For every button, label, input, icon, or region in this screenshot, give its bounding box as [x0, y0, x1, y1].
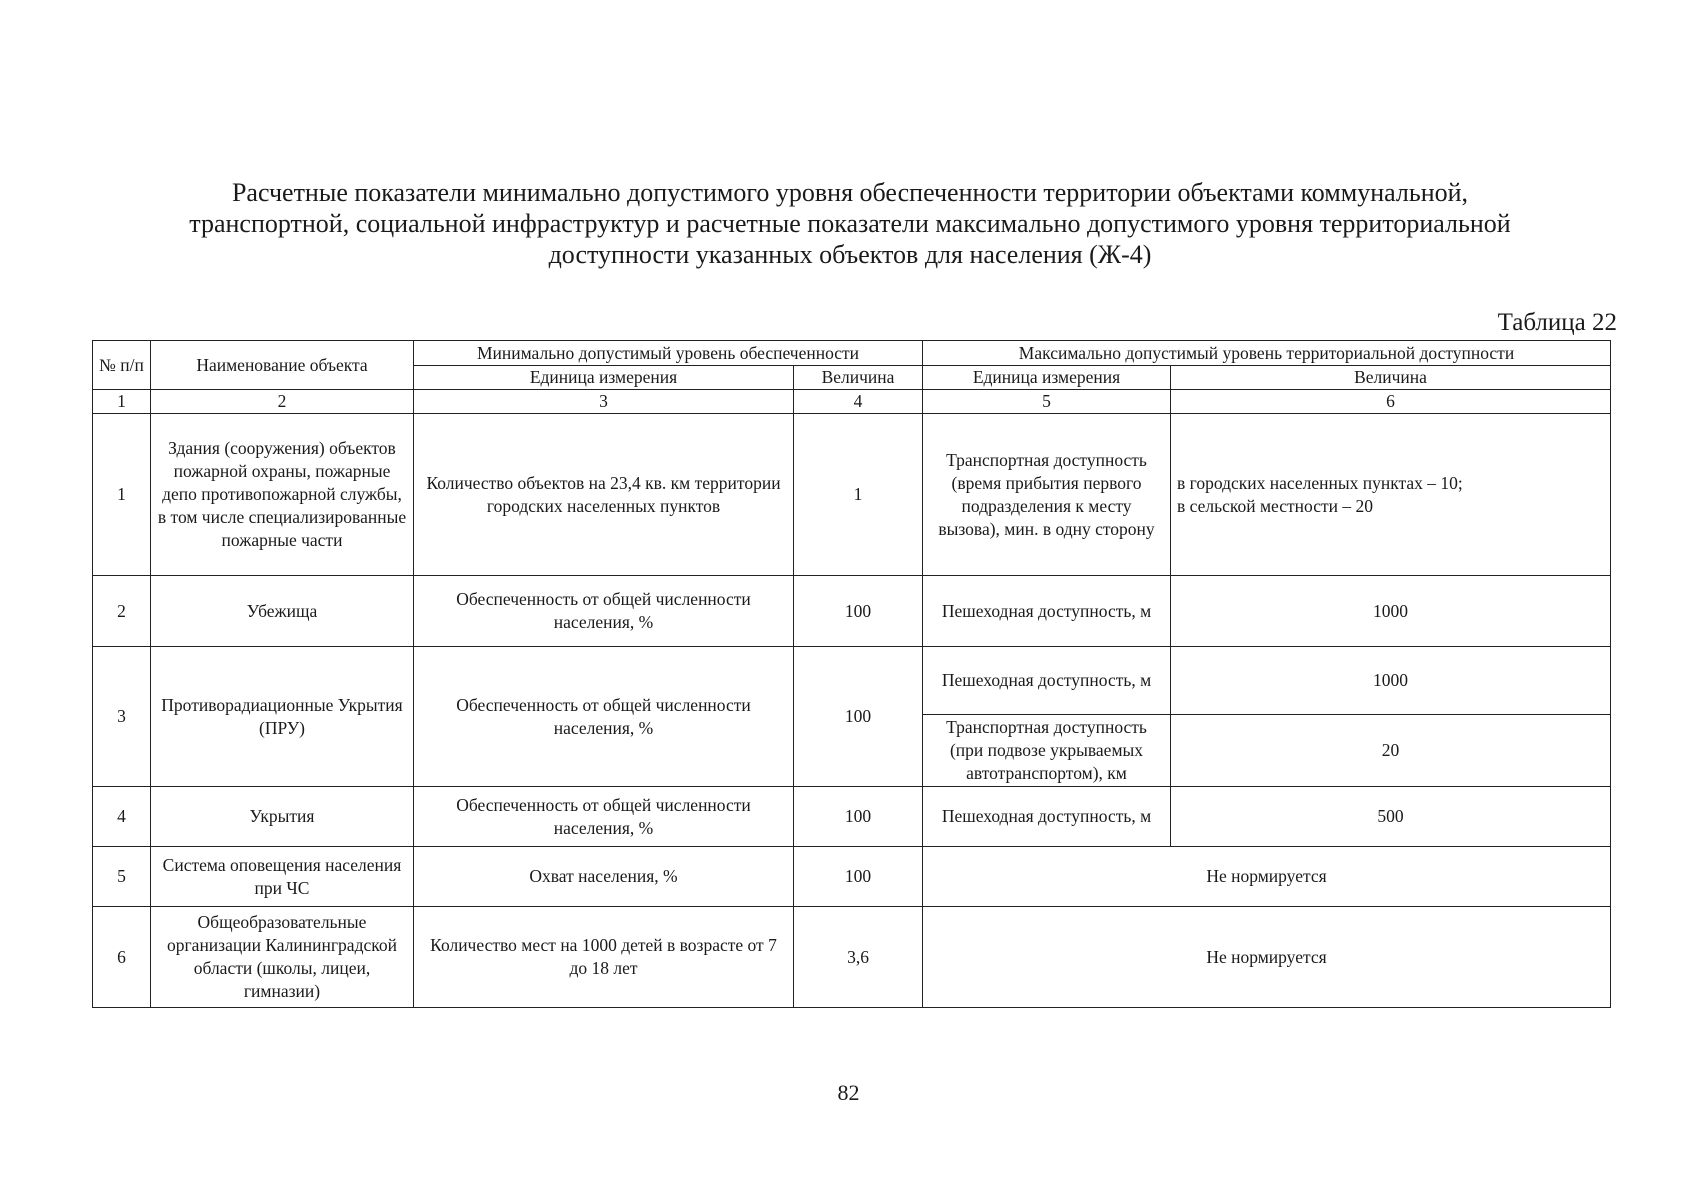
header-max-value: Величина — [1171, 366, 1611, 390]
min-value: 100 — [794, 647, 923, 787]
min-value: 1 — [794, 414, 923, 576]
column-number-row — [93, 390, 1611, 414]
max-unit: Пешеходная доступность, м — [923, 787, 1171, 847]
object-name: Убежища — [151, 576, 414, 647]
max-unit: Транспортная доступность (время прибытия первого подразделения к месту вызова), мин. в одну сторону — [923, 414, 1171, 576]
min-value: 100 — [794, 847, 923, 907]
title-line-3: доступности указанных объектов для населения (Ж-4) — [548, 240, 1152, 269]
max-unit: Транспортная доступность (при подвозе укрываемых автотранспортом), км — [923, 715, 1171, 787]
max-unit: Пешеходная доступность, м — [923, 576, 1171, 647]
header-name: Наименование объекта — [151, 341, 414, 390]
header-min-value: Величина — [794, 366, 923, 390]
page-number: 82 — [837, 1080, 860, 1105]
header-max-unit: Единица измерения — [923, 366, 1171, 390]
max-value: 500 — [1171, 787, 1611, 847]
column-number: 6 — [1171, 390, 1611, 414]
title-line-2: транспортной, социальной инфраструктур и расчетные показатели максимально допустимого уровня территориальной — [189, 209, 1511, 238]
header-min-unit: Единица измерения — [414, 366, 794, 390]
document-title — [120, 177, 1580, 270]
object-name: Система оповещения населения при ЧС — [151, 847, 414, 907]
column-number: 2 — [151, 390, 414, 414]
table-row — [93, 576, 1611, 647]
title-line-1: Расчетные показатели минимально допустимого уровня обеспеченности территории объектами коммунальной, — [231, 178, 1469, 207]
max-value-line: в сельской местности – 20 — [1177, 495, 1373, 516]
column-number: 3 — [414, 390, 794, 414]
object-name: Противорадиационные Укрытия (ПРУ) — [151, 647, 414, 787]
header-min-group: Минимально допустимый уровень обеспеченности — [414, 341, 923, 366]
min-unit: Количество мест на 1000 детей в возрасте от 7 до 18 лет — [414, 907, 794, 1008]
row-number: 2 — [93, 576, 151, 647]
min-unit: Охват населения, % — [414, 847, 794, 907]
header-max-group: Максимально допустимый уровень территориальной доступности — [923, 341, 1611, 366]
row-number: 6 — [93, 907, 151, 1008]
max-not-normalized: Не нормируется — [923, 907, 1611, 1008]
indicators-table — [92, 340, 1611, 1008]
row-number: 5 — [93, 847, 151, 907]
min-value: 100 — [794, 787, 923, 847]
column-number: 1 — [93, 390, 151, 414]
max-value — [1171, 414, 1611, 576]
min-value: 100 — [794, 576, 923, 647]
min-unit: Количество объектов на 23,4 кв. км территории городских населенных пунктов — [414, 414, 794, 576]
max-value: 1000 — [1171, 576, 1611, 647]
max-not-normalized: Не нормируется — [923, 847, 1611, 907]
column-number: 4 — [794, 390, 923, 414]
row-number: 4 — [93, 787, 151, 847]
object-name: Укрытия — [151, 787, 414, 847]
header-num: № п/п — [93, 341, 151, 390]
row-number: 1 — [93, 414, 151, 576]
object-name: Здания (сооружения) объектов пожарной охраны, пожарные депо противопожарной службы, в том числе специализированные пожарные части — [151, 414, 414, 576]
column-number: 5 — [923, 390, 1171, 414]
table-label: Таблица 22 — [1497, 309, 1617, 336]
max-value: 1000 — [1171, 647, 1611, 715]
table-row — [93, 647, 1611, 715]
min-value: 3,6 — [794, 907, 923, 1008]
min-unit: Обеспеченность от общей численности населения, % — [414, 576, 794, 647]
table-row — [93, 907, 1611, 1008]
table-row — [93, 414, 1611, 576]
min-unit: Обеспеченность от общей численности населения, % — [414, 647, 794, 787]
object-name: Общеобразовательные организации Калининградской области (школы, лицеи, гимназии) — [151, 907, 414, 1008]
header-row-1 — [93, 341, 1611, 366]
table-row — [93, 787, 1611, 847]
min-unit: Обеспеченность от общей численности населения, % — [414, 787, 794, 847]
max-unit: Пешеходная доступность, м — [923, 647, 1171, 715]
max-value: 20 — [1171, 715, 1611, 787]
max-value-line: в городских населенных пунктах – 10; — [1177, 472, 1463, 493]
table-row — [93, 847, 1611, 907]
row-number: 3 — [93, 647, 151, 787]
